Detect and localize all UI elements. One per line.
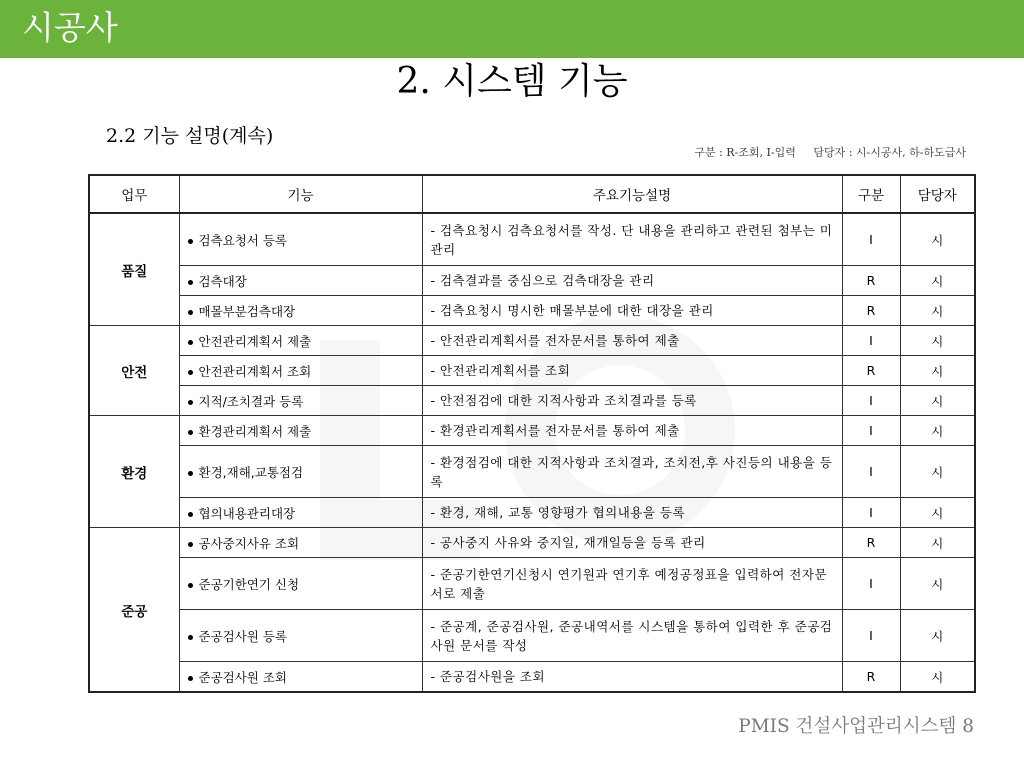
feature-cell: 환경,재해,교통점검 <box>179 446 422 498</box>
bullet-icon <box>188 542 193 547</box>
header-title: 시공사 <box>22 8 118 47</box>
owner-cell: 시 <box>900 386 975 416</box>
type-cell: I <box>842 498 900 528</box>
feature-cell: 협의내용관리대장 <box>179 498 422 528</box>
type-cell: R <box>842 356 900 386</box>
table-row <box>89 662 975 693</box>
feature-cell: 매몰부분검측대장 <box>179 296 422 326</box>
type-cell: I <box>842 558 900 610</box>
table-row <box>89 326 975 356</box>
footer-page-label: PMIS 건설사업관리시스템 8 <box>738 716 974 737</box>
feature-cell: 안전관리계획서 조회 <box>179 356 422 386</box>
col-header-area: 업무 <box>89 175 179 213</box>
col-header-feature: 기능 <box>179 175 422 213</box>
page-title: 2. 시스템 기능 <box>396 61 628 102</box>
description-cell: - 준공계, 준공검사원, 준공내역서를 시스템을 통하여 입력한 후 준공검사원 문서를 작성 <box>422 610 842 662</box>
description-cell: - 공사중지 사유와 중지일, 재개일등을 등록 관리 <box>422 528 842 558</box>
description-cell: - 환경관리계획서를 전자문서를 통하여 제출 <box>422 416 842 446</box>
area-cell-quality: 품질 <box>89 213 179 326</box>
feature-cell: 준공검사원 조회 <box>179 662 422 693</box>
area-cell-safety: 안전 <box>89 326 179 416</box>
bullet-icon <box>188 400 193 405</box>
owner-cell: 시 <box>900 213 975 266</box>
description-cell: - 환경, 재해, 교통 영향평가 협의내용을 등록 <box>422 498 842 528</box>
description-cell: - 안전관리계획서를 전자문서를 통하여 제출 <box>422 326 842 356</box>
table-row <box>89 356 975 386</box>
table-row <box>89 213 975 266</box>
type-cell: R <box>842 296 900 326</box>
bullet-icon <box>188 239 193 244</box>
section-title: 2.2 기능 설명(계속) <box>106 125 274 147</box>
table-row <box>89 498 975 528</box>
owner-cell: 시 <box>900 356 975 386</box>
col-header-description: 주요기능설명 <box>422 175 842 213</box>
function-table <box>88 174 976 693</box>
description-cell: - 검측요청시 명시한 매몰부분에 대한 대장을 관리 <box>422 296 842 326</box>
table-row <box>89 558 975 610</box>
description-cell: - 준공검사원을 조회 <box>422 662 842 693</box>
table-row <box>89 446 975 498</box>
owner-cell: 시 <box>900 528 975 558</box>
owner-cell: 시 <box>900 610 975 662</box>
feature-cell: 환경관리계획서 제출 <box>179 416 422 446</box>
feature-cell: 안전관리계획서 제출 <box>179 326 422 356</box>
owner-cell: 시 <box>900 446 975 498</box>
type-cell: I <box>842 326 900 356</box>
bullet-icon <box>188 512 193 517</box>
bullet-icon <box>188 471 193 476</box>
bullet-icon <box>188 583 193 588</box>
col-header-owner: 담당자 <box>900 175 975 213</box>
type-cell: R <box>842 266 900 296</box>
owner-cell: 시 <box>900 266 975 296</box>
feature-cell: 지적/조치결과 등록 <box>179 386 422 416</box>
type-cell: I <box>842 386 900 416</box>
bullet-icon <box>188 635 193 640</box>
table-row <box>89 528 975 558</box>
bullet-icon <box>188 430 193 435</box>
type-cell: I <box>842 416 900 446</box>
feature-cell: 준공검사원 등록 <box>179 610 422 662</box>
owner-cell: 시 <box>900 326 975 356</box>
feature-cell: 검측대장 <box>179 266 422 296</box>
type-cell: I <box>842 213 900 266</box>
feature-cell: 검측요청서 등록 <box>179 213 422 266</box>
area-cell-completion: 준공 <box>89 528 179 693</box>
owner-cell: 시 <box>900 558 975 610</box>
header-bar <box>0 0 1024 58</box>
type-cell: R <box>842 662 900 693</box>
description-cell: - 환경점검에 대한 지적사항과 조치결과, 조치전,후 사진등의 내용을 등록 <box>422 446 842 498</box>
type-cell: R <box>842 528 900 558</box>
description-cell: - 검측결과를 중심으로 검측대장을 관리 <box>422 266 842 296</box>
legend-note: 구분 : R-조회, I-입력 담당자 : 시-시공사, 하-하도급사 <box>694 146 966 159</box>
table-row <box>89 266 975 296</box>
bullet-icon <box>188 340 193 345</box>
bullet-icon <box>188 676 193 681</box>
type-cell: I <box>842 610 900 662</box>
table-row <box>89 386 975 416</box>
table-row <box>89 296 975 326</box>
description-cell: - 준공기한연기신청시 연기원과 연기후 예정공정표을 입력하여 전자문서로 제출 <box>422 558 842 610</box>
description-cell: - 안전점검에 대한 지적사항과 조치결과를 등록 <box>422 386 842 416</box>
feature-cell: 공사중지사유 조회 <box>179 528 422 558</box>
col-header-type: 구분 <box>842 175 900 213</box>
description-cell: - 안전관리계획서를 조회 <box>422 356 842 386</box>
owner-cell: 시 <box>900 662 975 693</box>
table-row <box>89 416 975 446</box>
type-cell: I <box>842 446 900 498</box>
area-cell-environment: 환경 <box>89 416 179 528</box>
description-cell: - 검측요청시 검측요청서를 작성. 단 내용을 관리하고 관련된 첨부는 미관리 <box>422 213 842 266</box>
table-row <box>89 610 975 662</box>
feature-cell: 준공기한연기 신청 <box>179 558 422 610</box>
owner-cell: 시 <box>900 498 975 528</box>
table-header-row <box>89 175 975 213</box>
bullet-icon <box>188 370 193 375</box>
owner-cell: 시 <box>900 296 975 326</box>
owner-cell: 시 <box>900 416 975 446</box>
bullet-icon <box>188 310 193 315</box>
bullet-icon <box>188 280 193 285</box>
